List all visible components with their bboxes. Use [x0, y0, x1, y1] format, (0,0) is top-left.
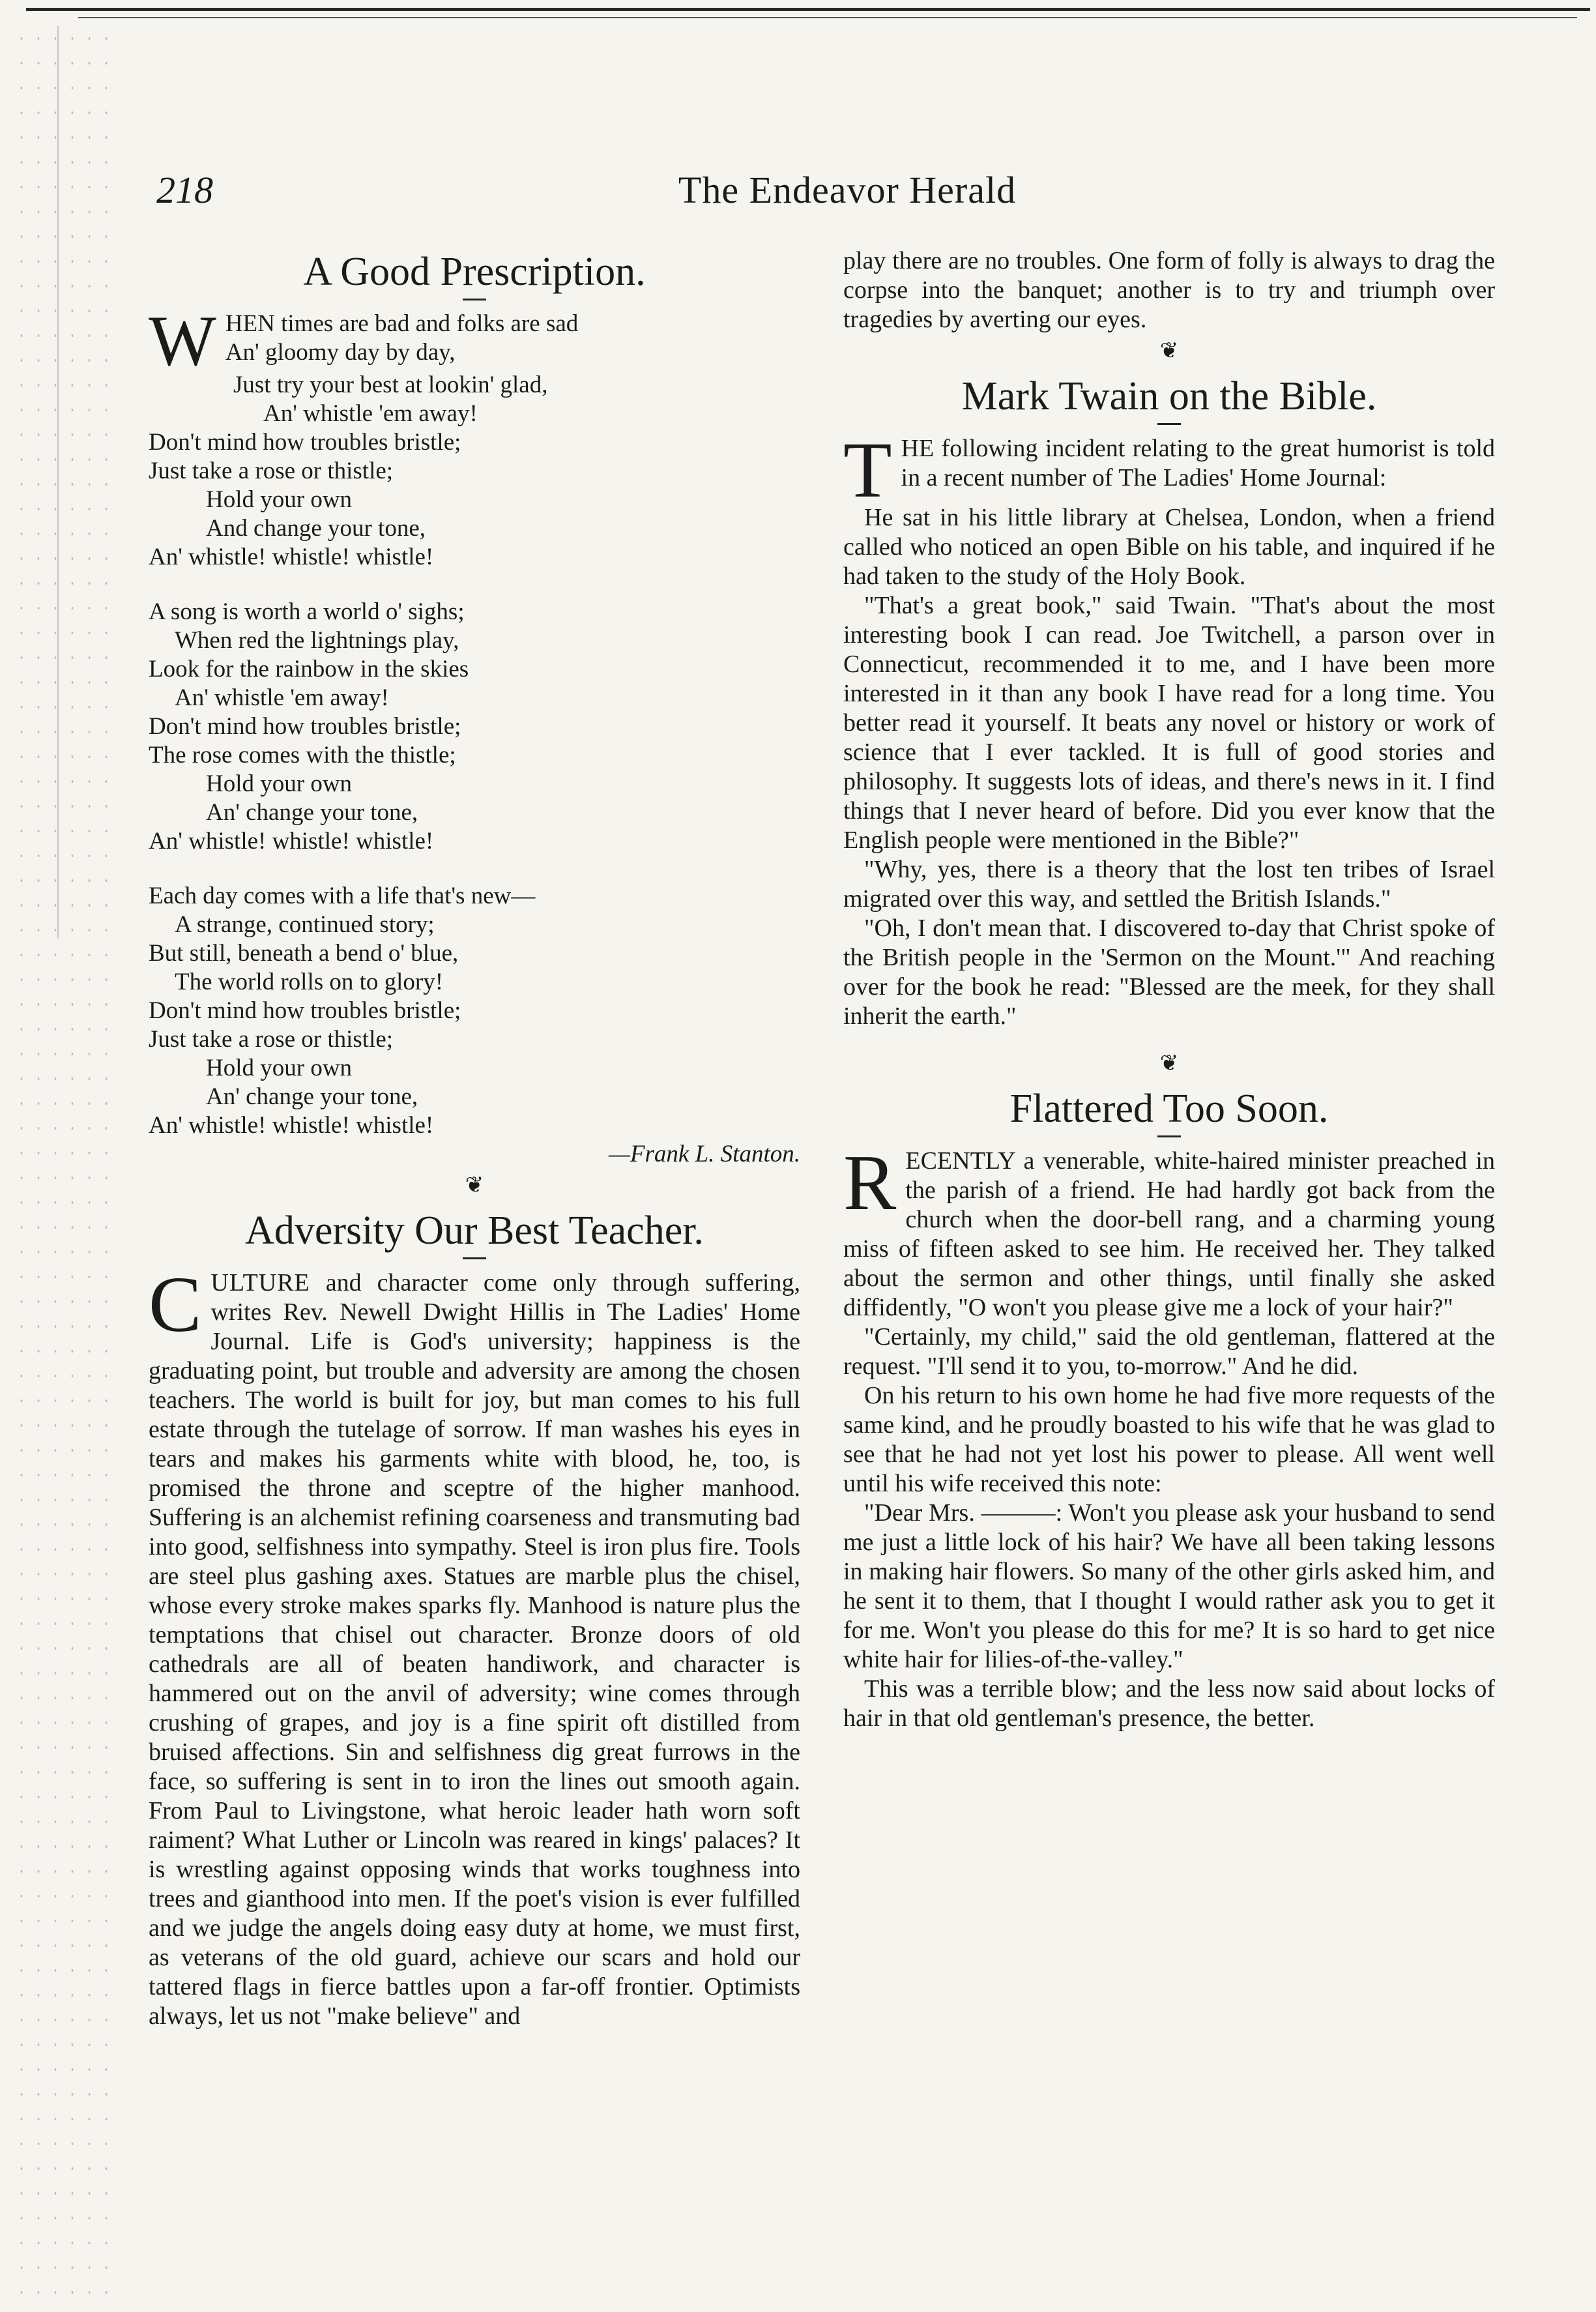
poem-line: An' change your tone,	[206, 1083, 418, 1110]
body-text: ECENTLY a venerable, white-haired minister preached in the parish of a friend. He had hardly got back from the church when the door-bell rang, and a charming young miss of fifteen asked to see him. He received her. They talked about the sermon and other things, until finally she asked diffidently, "O won't you please give me a lock of your hair?"	[843, 1147, 1495, 1321]
poem-line: The rose comes with the thistle;	[149, 742, 456, 768]
article-paragraph: "Dear Mrs. ———: Won't you please ask your husband to send me just a little lock of his hair? We have all been taking lessons in making hair flowers. So many of the other girls asked him, and he sent it to them, that I thought I would rather ask you to get it for me. Won't you please do this for me? It is so hard to get nice white hair for lilies-of-the-valley."	[843, 1499, 1495, 1673]
article-intro	[843, 426, 1495, 514]
poem-attribution: —Frank L. Stanton.	[609, 1141, 800, 1167]
fleuron-ornament: ❦	[1159, 339, 1179, 363]
right-column	[843, 246, 1495, 1733]
poem-line: An' whistle! whistle! whistle!	[149, 544, 434, 570]
poem-stanza-1	[149, 301, 800, 572]
top-rule-thin	[78, 17, 1577, 18]
title-dash	[463, 1257, 486, 1259]
poem-stanza-3	[149, 882, 800, 1140]
scan-margin-specks	[13, 26, 111, 2294]
article-paragraph: On his return to his own home he had five more requests of the same kind, and he proudly boasted to his wife that he was glad to see that he had not yet lost his power to please. All went well until his wife received this note:	[843, 1382, 1495, 1497]
top-rule	[26, 8, 1590, 11]
article-paragraph: This was a terrible blow; and the less now said about locks of hair in that old gentleman's presence, the better.	[843, 1675, 1495, 1732]
poem-line: An' whistle 'em away!	[175, 684, 389, 711]
article-flattered	[843, 1083, 1495, 1733]
article-title: A Good Prescription.	[303, 250, 646, 294]
poem-line: A strange, continued story;	[175, 911, 435, 938]
fleuron-ornament: ❦	[1159, 1051, 1179, 1076]
poem-line: And change your tone,	[206, 515, 426, 542]
body-text: and character come only through suffering, writes Rev. Newell Dwight Hillis in The Ladies' Home Journal. Life is God's university; happiness is the graduating point, but trouble and adversity are among the chosen teachers. The world is built for joy, but man comes to his full estate through the tutelage of sorrow. If man washes his eyes in tears and makes his garments white with blood, he, too, is promised the throne and sceptre of the higher manhood. Suffering is an alchemist refining coarseness and transmuting bad into good, selfishness into sympathy. Steel is iron plus fire. Tools are steel plus gashing axes. Statues are marble plus the chisel, whose every stroke makes sparks fly. Manhood is nature plus the temptations that chisel out character. Bronze doors of old cathedrals are all of beaten handiwork, and character is hammered out on the anvil of adversity; wine comes through crushing of grapes, and joy is a fine spirit oft distilled from bruised affections. Sin and selfishness dig great furrows in the face, so suffering is sent in to iron the lines out smooth again. From Paul to Livingstone, what heroic leader hath worn soft raiment? What Luther or Lincoln was reared in kings' palaces? It is wrestling against opposing winds that works toughness into trees and gianthood into men. If the poet's vision is ever fulfilled and we judge the angels doing easy duty at home, we must first, as veterans of the old guard, achieve our scars and hold our tattered flags in fierce battles upon a far-off frontier. Optimists always, let us not "make believe" and	[149, 1269, 800, 2030]
poem-line: An' whistle! whistle! whistle!	[149, 828, 434, 855]
article-title: Adversity Our Best Teacher.	[245, 1208, 704, 1253]
poem-line: Don't mind how troubles bristle;	[149, 997, 461, 1024]
poem-line: Don't mind how troubles bristle;	[149, 713, 461, 740]
title-dash	[1157, 1135, 1181, 1137]
title-dash	[463, 299, 486, 300]
article-title: Mark Twain on the Bible.	[961, 374, 1377, 418]
article-paragraph: "That's a great book," said Twain. "That's about the most interesting book I can read. Joe Twitchell, a parson over in Connecticut, recommended it to me, and I have been more interested in it than any book I have read for a long time. You better read it yourself. It beats any novel or history or work of science that I ever tackled. It is full of good stories and philosophy. It suggests lots of ideas, and there's news in it. I find things that I never heard of before. Did you ever know that the English people were mentioned in the Bible?"	[843, 592, 1495, 854]
poem-line: When red the lightnings play,	[175, 627, 459, 654]
poem-line: Look for the rainbow in the skies	[149, 656, 469, 682]
article-good-prescription	[149, 246, 800, 1169]
article-paragraph: "Certainly, my child," said the old gentleman, flattered at the request. "I'll send it to you, to-morrow." And he did.	[843, 1323, 1495, 1380]
article-body	[149, 1261, 800, 2031]
poem	[149, 301, 800, 1169]
article-adversity	[149, 1205, 800, 2031]
article-title: Flattered Too Soon.	[1009, 1087, 1329, 1131]
article-continuation: play there are no troubles. One form of folly is always to drag the corpse into the banquet; another is to try and triumph over tragedies by averting our eyes.	[843, 247, 1495, 333]
title-dash	[1157, 423, 1181, 425]
article-paragraph	[843, 1139, 1495, 1323]
poem-line: An' change your tone,	[206, 799, 418, 826]
poem-line: Just take a rose or thistle;	[149, 458, 394, 484]
article-paragraph: "Oh, I don't mean that. I discovered to-day that Christ spoke of the British people in the 'Sermon on the Mount.'" And reaching over for the book he read: "Blessed are the meek, for they shall inherit the earth."	[843, 915, 1495, 1030]
poem-line: An' whistle! whistle! whistle!	[149, 1112, 434, 1139]
drop-cap: C	[149, 1261, 202, 1349]
poem-line: HEN times are bad and folks are sad	[225, 310, 579, 337]
poem-line: An' gloomy day by day,	[225, 339, 456, 366]
drop-cap: R	[843, 1139, 897, 1227]
scan-margin-line	[57, 26, 59, 939]
page-number: 218	[156, 169, 213, 211]
drop-cap: W	[149, 301, 216, 381]
intro-text: HE following incident relating to the great humorist is told in a recent number of The Ladies' Home Journal:	[901, 435, 1495, 491]
left-column	[149, 246, 800, 2031]
poem-line: Hold your own	[206, 486, 353, 513]
poem-line: A song is worth a world o' sighs;	[149, 598, 465, 625]
poem-line: Hold your own	[206, 1055, 353, 1081]
poem-stanza-2	[149, 598, 800, 856]
article-twain	[843, 371, 1495, 1031]
article-paragraph: "Why, yes, there is a theory that the lost ten tribes of Israel migrated over this way, and settled the British Islands."	[843, 856, 1495, 913]
poem-line: Just take a rose or thistle;	[149, 1026, 394, 1053]
fleuron-ornament: ❦	[465, 1173, 484, 1197]
article-paragraph: He sat in his little library at Chelsea, London, when a friend called who noticed an open Bible on his table, and inquired if he had taken to the study of the Holy Book.	[843, 504, 1495, 590]
poem-line: An' whistle 'em away!	[263, 400, 478, 427]
drop-cap: T	[843, 426, 892, 514]
lead-word: ULTURE	[210, 1269, 310, 1296]
poem-line: Hold your own	[206, 770, 353, 797]
poem-line: Each day comes with a life that's new—	[149, 883, 536, 909]
poem-line: But still, beneath a bend o' blue,	[149, 940, 459, 967]
poem-line: Just try your best at lookin' glad,	[233, 372, 548, 398]
page-header	[156, 168, 1538, 220]
journal-title: The Endeavor Herald	[678, 169, 1017, 211]
poem-line: The world rolls on to glory!	[175, 969, 444, 995]
poem-line: Don't mind how troubles bristle;	[149, 429, 461, 456]
